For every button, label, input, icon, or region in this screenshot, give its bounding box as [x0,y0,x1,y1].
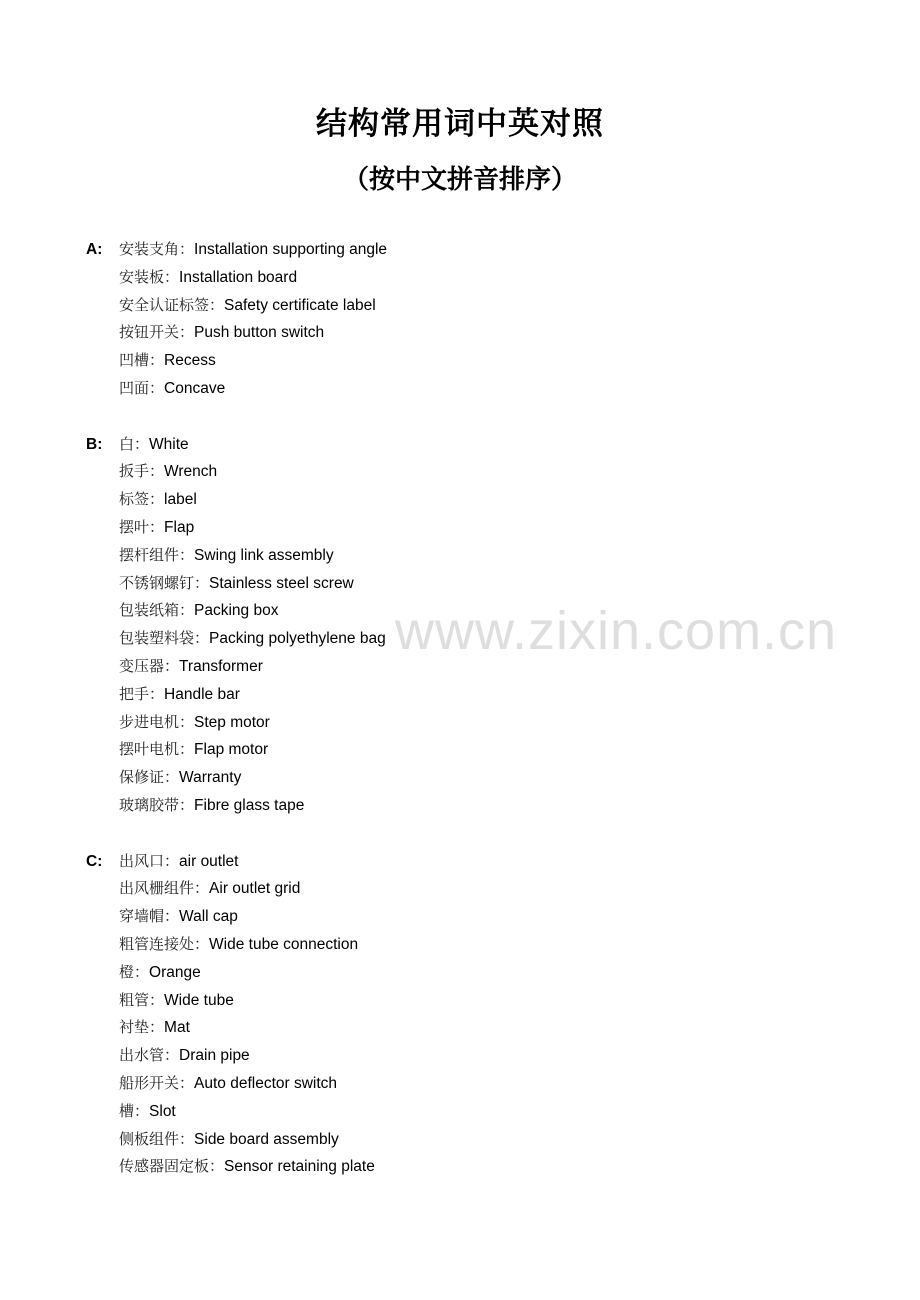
glossary-entry [119,597,846,625]
chinese-term: 把手 [119,684,150,703]
glossary-entry [119,514,846,542]
separator: ： [149,351,165,370]
glossary-entry [119,542,846,570]
section-c [86,848,846,1182]
english-term: Wide tube [164,991,234,1009]
glossary-entry [119,875,846,903]
separator: ： [149,684,165,703]
glossary-entry [119,347,846,375]
separator: ： [134,962,150,981]
glossary-entry [119,931,846,959]
section-b [86,431,846,820]
glossary-entry [119,375,846,403]
watermark-text: www.zixin.com.cn [395,601,838,661]
chinese-term: 侧板组件 [119,1129,180,1148]
chinese-term: 步进电机 [119,712,180,731]
entry-list [119,431,846,820]
glossary-entry [119,681,846,709]
english-term: Transformer [179,657,263,675]
separator: ： [179,795,195,814]
english-term: White [149,435,189,453]
section-letter: C: [86,852,103,870]
english-term: Wall cap [179,908,238,926]
english-term: air outlet [179,852,239,870]
glossary-entry [119,709,846,737]
chinese-term: 穿墙帽 [119,907,165,926]
english-term: Wide tube connection [209,935,359,953]
glossary-entry [119,431,846,459]
glossary-entry [119,625,846,653]
english-term: Wrench [164,463,218,481]
english-term: label [164,491,197,509]
glossary-entry [119,292,846,320]
page-subtitle: （按中文拼音排序） [342,165,577,195]
separator: ： [164,656,180,675]
glossary-entry [119,987,846,1015]
separator: ： [179,323,195,342]
english-term: Packing box [194,602,279,620]
separator: ： [149,1018,165,1037]
chinese-term: 船形开关 [119,1073,180,1092]
glossary-entry [119,264,846,292]
entry-list [119,848,846,1182]
english-term: Flap motor [194,741,269,759]
chinese-term: 白 [119,434,135,453]
english-term: Recess [164,352,216,370]
chinese-term: 保修证 [119,768,165,787]
chinese-term: 标签 [119,490,150,509]
separator: ： [164,768,180,787]
chinese-term: 摆叶电机 [119,740,180,759]
glossary-entry [119,1042,846,1070]
separator: ： [194,629,210,648]
english-term: Warranty [179,769,242,787]
chinese-term: 粗管连接处 [119,934,195,953]
chinese-term: 粗管 [119,990,150,1009]
separator: ： [179,601,195,620]
chinese-term: 摆叶 [119,517,150,536]
chinese-term: 凹面 [119,378,150,397]
separator: ： [134,434,150,453]
english-term: Fibre glass tape [194,796,305,814]
chinese-term: 包装塑料袋 [119,629,195,648]
english-term: Safety certificate label [224,296,376,314]
separator: ： [209,1157,225,1176]
separator: ： [149,517,165,536]
separator: ： [149,990,165,1009]
separator: ： [179,1073,195,1092]
separator: ： [194,934,210,953]
english-term: Installation supporting angle [194,241,388,258]
glossary-entry [119,736,846,764]
glossary-entry [119,903,846,931]
glossary-entry [119,848,846,876]
glossary-entry [119,486,846,514]
chinese-term: 安装板 [119,267,165,286]
separator: ： [194,879,210,898]
english-term: Side board assembly [194,1130,339,1148]
chinese-term: 出风栅组件 [119,879,195,898]
chinese-term: 包装纸箱 [119,601,180,620]
english-term: Stainless steel screw [209,574,354,592]
separator: ： [179,240,195,258]
glossary-content [86,236,846,1209]
chinese-term: 安全认证标签 [119,295,210,314]
chinese-term: 扳手 [119,462,150,481]
english-term: Step motor [194,713,270,731]
english-term: Packing polyethylene bag [209,630,386,648]
separator: ： [209,295,225,314]
english-term: Flap [164,518,195,536]
glossary-entry [119,1153,846,1181]
english-term: Air outlet grid [209,880,301,898]
english-term: Installation board [179,268,298,286]
glossary-entry [119,959,846,987]
glossary-entry [119,792,846,820]
english-term: Auto deflector switch [194,1074,338,1092]
english-term: Swing link assembly [194,546,334,564]
chinese-term: 按钮开关 [119,323,180,342]
separator: ： [134,1101,150,1120]
section-letter: B: [86,435,103,453]
english-term: Sensor retaining plate [224,1158,375,1176]
separator: ： [179,545,195,564]
entry-list [119,236,846,403]
english-term: Drain pipe [179,1047,250,1065]
section-a [86,236,846,403]
separator: ： [164,907,180,926]
separator: ： [164,1046,180,1065]
glossary-entry [119,1126,846,1154]
glossary-entry [119,1070,846,1098]
english-term: Slot [149,1102,176,1120]
glossary-entry [119,1098,846,1126]
chinese-term: 摆杆组件 [119,545,180,564]
chinese-term: 凹槽 [119,351,150,370]
english-term: Orange [149,963,201,981]
separator: ： [149,462,165,481]
chinese-term: 槽 [119,1101,135,1120]
chinese-term: 安装支角 [119,240,180,258]
chinese-term: 出风口 [119,851,165,870]
glossary-entry [119,764,846,792]
separator: ： [149,490,165,509]
english-term: Handle bar [164,685,240,703]
separator: ： [164,267,180,286]
chinese-term: 出水管 [119,1046,165,1065]
chinese-term: 传感器固定板 [119,1157,210,1176]
glossary-entry [119,319,846,347]
chinese-term: 不锈钢螺钉 [119,573,195,592]
separator: ： [149,378,165,397]
separator: ： [179,712,195,731]
glossary-entry [119,236,846,264]
separator: ： [179,1129,195,1148]
english-term: Push button switch [194,324,325,342]
chinese-term: 玻璃胶带 [119,795,180,814]
separator: ： [194,573,210,592]
glossary-entry [119,570,846,598]
chinese-term: 橙 [119,962,135,981]
separator: ： [164,851,180,870]
english-term: Mat [164,1019,190,1037]
separator: ： [179,740,195,759]
glossary-entry [119,458,846,486]
glossary-entry [119,1014,846,1042]
section-letter: A: [86,241,103,258]
chinese-term: 衬垫 [119,1018,150,1037]
english-term: Concave [164,379,226,397]
chinese-term: 变压器 [119,656,165,675]
glossary-entry [119,653,846,681]
page-title: 结构常用词中英对照 [316,106,604,142]
